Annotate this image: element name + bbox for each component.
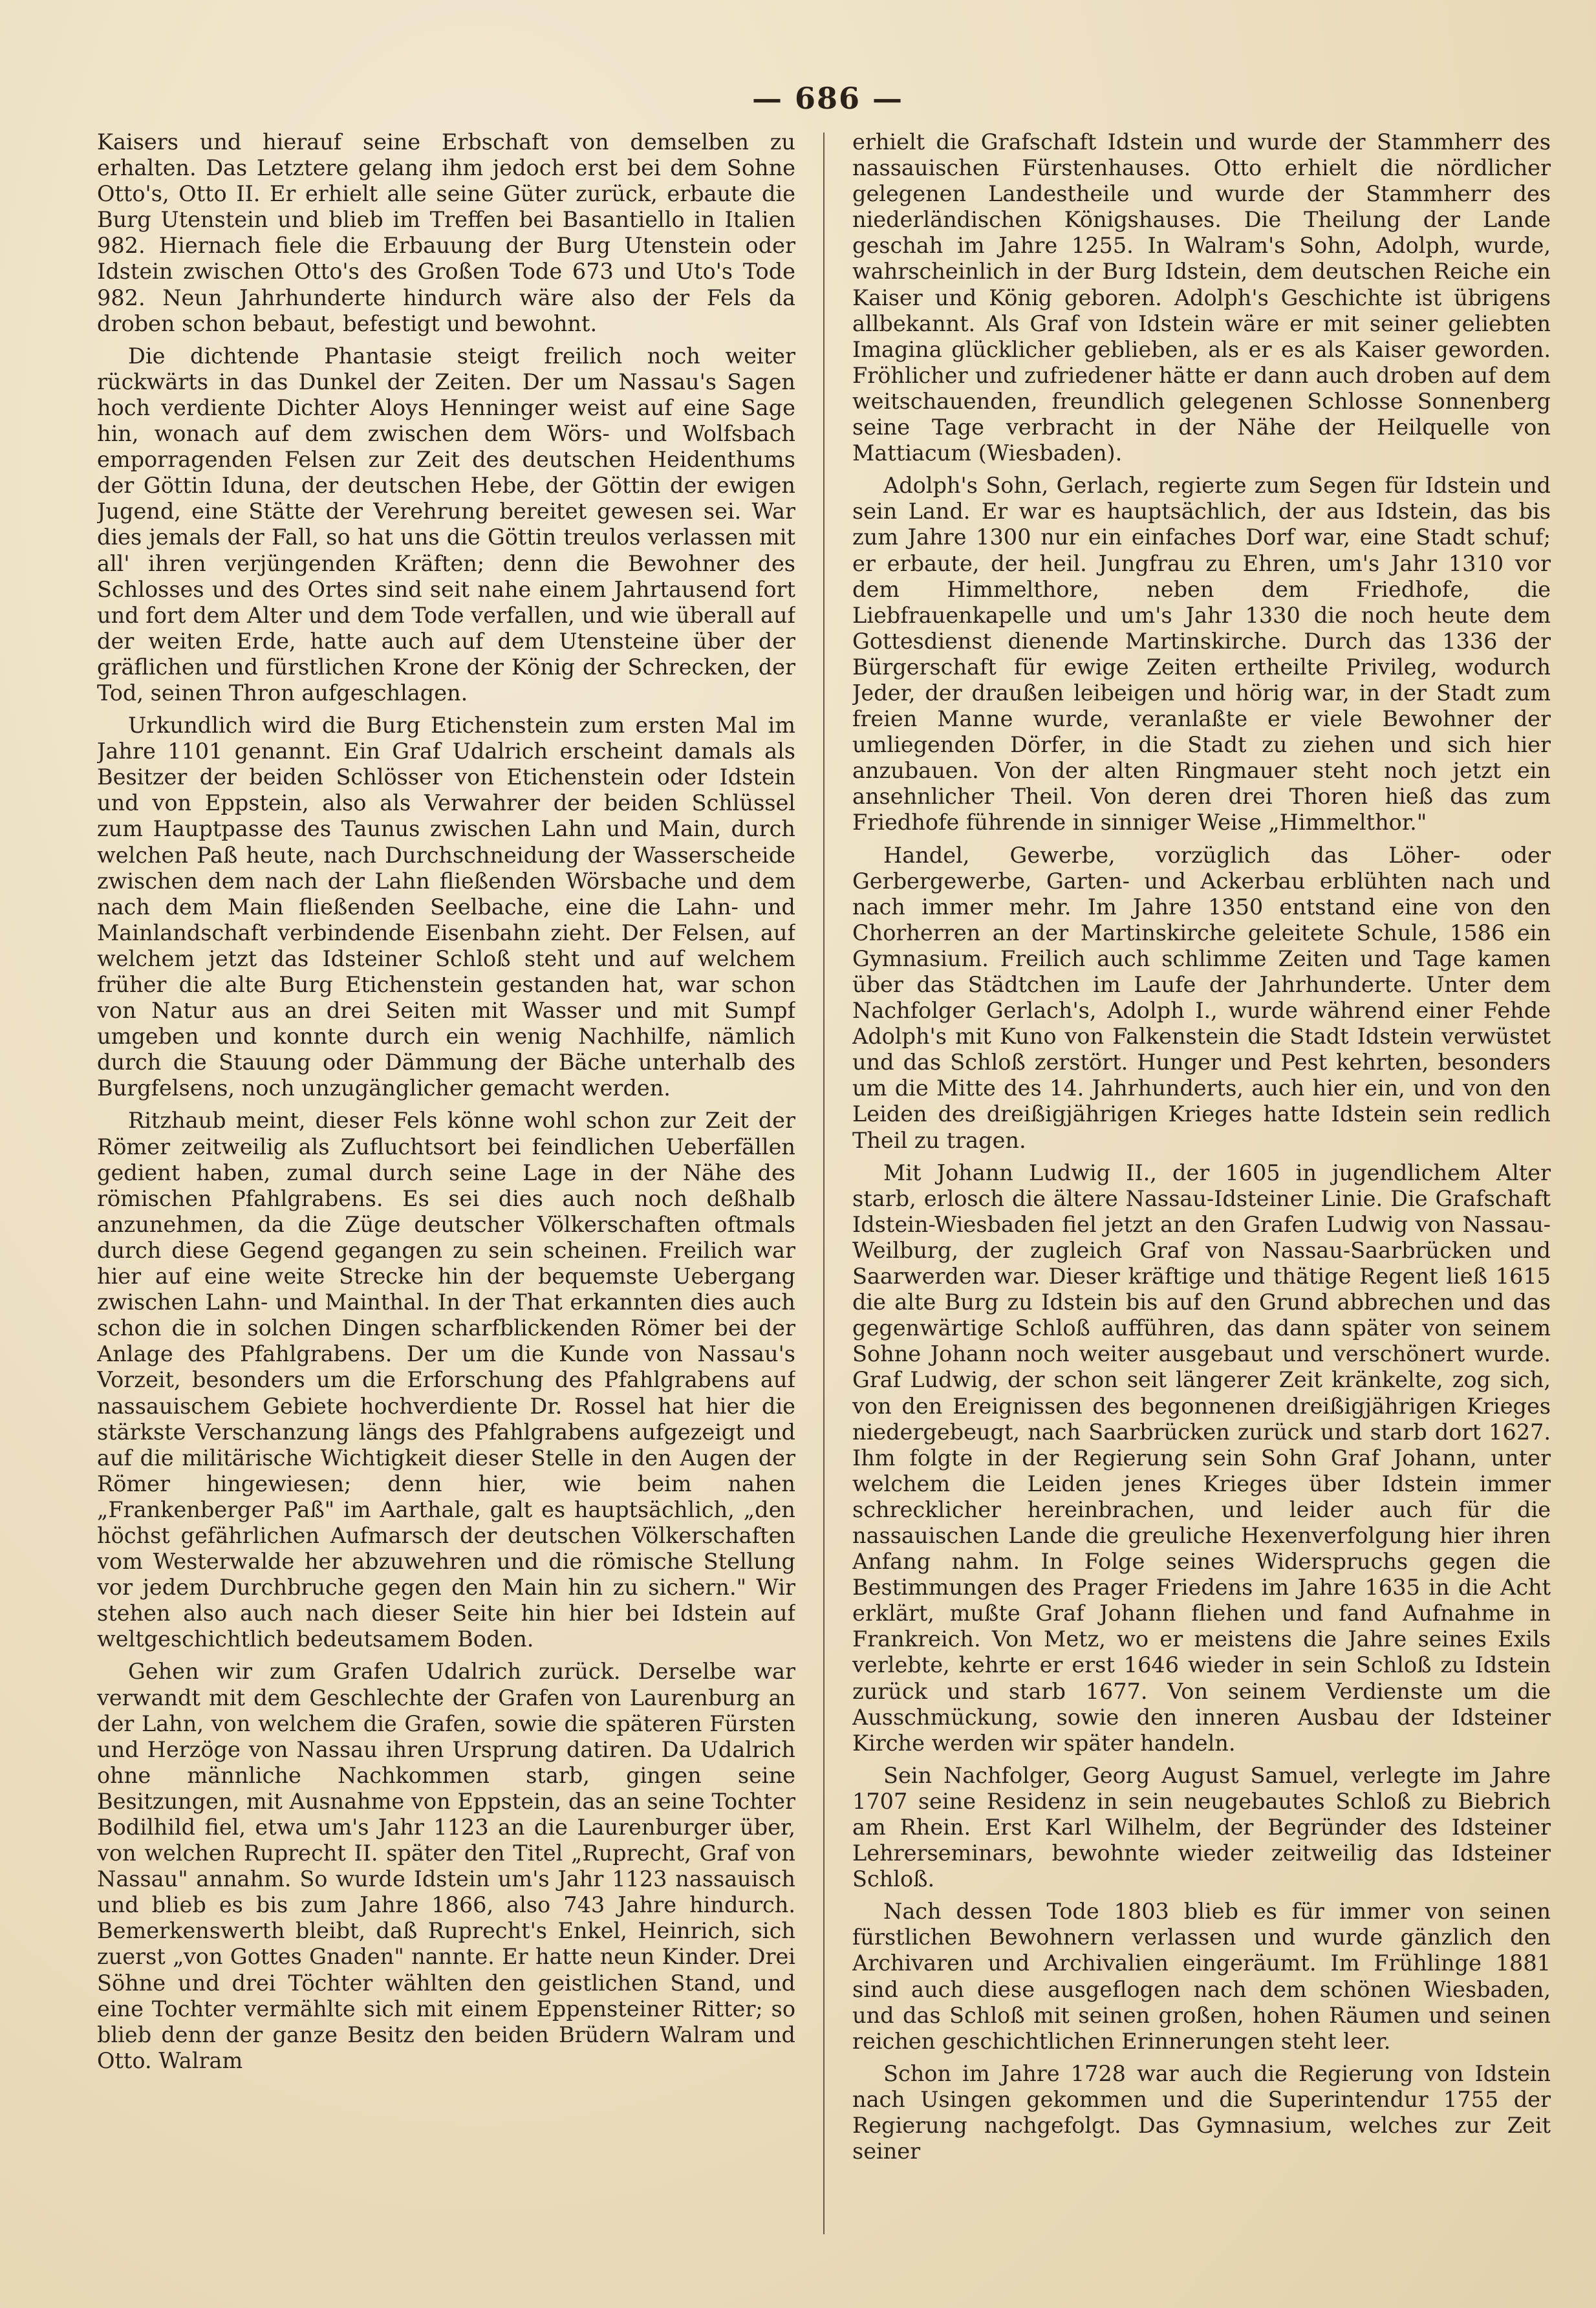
column-divider	[823, 133, 825, 2234]
right-column	[852, 129, 1551, 2244]
paragraph: Ritzhaub meint, dieser Fels könne wohl schon zur Zeit der Römer zeitweilig als Zufluchtsort bei feindlichen Ueberfällen gedient haben, zumal durch seine Lage in der Nähe des römischen Pfahlgrabens. Es sei dies auch noch deßhalb anzunehmen, da die Züge deutscher Völkerschaften oftmals durch diese Gegend gegangen zu sein scheinen. Freilich war hier auf eine weite Strecke hin der bequemste Uebergang zwischen Lahn- und Mainthal. In der That erkannten dies auch schon die in solchen Dingen scharfblickenden Römer bei der Anlage des Pfahlgrabens. Der um die Kunde von Nassau's Vorzeit, besonders um die Erforschung des Pfahlgrabens auf nassauischem Gebiete hochverdiente Dr. Rossel hat hier die stärkste Verschanzung längs des Pfahlgrabens aufgezeigt und auf die militärische Wichtigkeit dieser Stelle in den Augen der Römer hingewiesen; denn hier, wie beim nahen „Frankenberger Paß" im Aarthale, galt es hauptsächlich, „den höchst gefährlichen Aufmarsch der deutschen Völkerschaften vom Westerwalde her abzuwehren und die römische Stellung vor jedem Durchbruche gegen den Main hin zu sichern." Wir stehen also auch nach dieser Seite hin hier bei Idstein auf weltgeschichtlich bedeutsamem Boden.	[97, 1108, 795, 1652]
newspaper-page	[97, 71, 1558, 2270]
page-number: — 686 —	[751, 81, 904, 116]
paragraph: Kaisers und hierauf seine Erbschaft von demselben zu erhalten. Das Letztere gelang ihm jedoch erst bei dem Sohne Otto's, Otto II. Er erhielt alle seine Güter zurück, erbaute die Burg Utenstein und blieb im Treffen bei Basantiello in Italien 982. Hiernach fiele die Erbauung der Burg Utenstein oder Idstein zwischen Otto's des Großen Tode 673 und Uto's Tode 982. Neun Jahrhunderte hindurch wäre also der Fels da droben schon bebaut, befestigt und bewohnt.	[97, 129, 795, 336]
paragraph: Urkundlich wird die Burg Etichenstein zum ersten Mal im Jahre 1101 genannt. Ein Graf Udalrich erscheint damals als Besitzer der beiden Schlösser von Etichenstein oder Idstein und von Eppstein, also als Verwahrer der beiden Schlüssel zum Hauptpasse des Taunus zwischen Lahn und Main, durch welchen Paß heute, nach Durchschneidung der Wasserscheide zwischen dem nach der Lahn fließenden Wörsbache und dem nach dem Main fließenden Seelbache, eine die Lahn- und Mainlandschaft verbindende Eisenbahn zieht. Der Felsen, auf welchem jetzt das Idsteiner Schloß steht und auf welchem früher die alte Burg Etichenstein gestanden hat, war schon von Natur aus an drei Seiten mit Wasser und mit Sumpf umgeben und konnte durch ein wenig Nachhilfe, nämlich durch die Stauung oder Dämmung der Bäche unterhalb des Burgfelsens, noch unzugänglicher gemacht werden.	[97, 713, 795, 1101]
paragraph: Gehen wir zum Grafen Udalrich zurück. Derselbe war verwandt mit dem Geschlechte der Grafen von Laurenburg an der Lahn, von welchem die Grafen, sowie die späteren Fürsten und Herzöge von Nassau ihren Ursprung datiren. Da Udalrich ohne männliche Nachkommen starb, gingen seine Besitzungen, mit Ausnahme von Eppstein, das an seine Tochter Bodilhild fiel, etwa um's Jahr 1123 an die Laurenburger über, von welchen Ruprecht II. später den Titel „Ruprecht, Graf von Nassau" annahm. So wurde Idstein um's Jahr 1123 nassauisch und blieb es bis zum Jahre 1866, also 743 Jahre hindurch. Bemerkenswerth bleibt, daß Ruprecht's Enkel, Heinrich, sich zuerst „von Gottes Gnaden" nannte. Er hatte neun Kinder. Drei Söhne und drei Töchter wählten den geistlichen Stand, und eine Tochter vermählte sich mit einem Eppensteiner Ritter; so blieb denn der ganze Besitz den beiden Brüdern Walram und Otto. Walram	[97, 1659, 795, 2073]
left-column	[97, 129, 795, 2244]
paragraph: Handel, Gewerbe, vorzüglich das Löher- oder Gerbergewerbe, Garten- und Ackerbau erblühten nach und nach immer mehr. Im Jahre 1350 entstand eine von den Chorherren an der Martinskirche geleitete Schule, 1586 ein Gymnasium. Freilich auch schlimme Zeiten und Tage kamen über das Städtchen im Laufe der Jahrhunderte. Unter dem Nachfolger Gerlach's, Adolph I., wurde während einer Fehde Adolph's mit Kuno von Falkenstein die Stadt Idstein verwüstet und das Schloß zerstört. Hunger und Pest kehrten, besonders um die Mitte des 14. Jahrhunderts, auch hier ein, und von den Leiden des dreißigjährigen Krieges hatte Idstein sein redlich Theil zu tragen.	[852, 842, 1551, 1153]
paragraph: Mit Johann Ludwig II., der 1605 in jugendlichem Alter starb, erlosch die ältere Nassau-Idsteiner Linie. Die Grafschaft Idstein-Wiesbaden fiel jetzt an den Grafen Ludwig von Nassau-Weilburg, der zugleich Graf von Nassau-Saarbrücken und Saarwerden war. Dieser kräftige und thätige Regent ließ 1615 die alte Burg zu Idstein bis auf den Grund abbrechen und das gegenwärtige Schloß aufführen, das dann später von seinem Sohne Johann noch weiter ausgebaut und verschönert wurde. Graf Ludwig, der schon seit längerer Zeit kränkelte, zog sich, von den Ereignissen des begonnenen dreißigjährigen Krieges niedergebeugt, nach Saarbrücken zurück und starb dort 1627. Ihm folgte in der Regierung sein Sohn Graf Johann, unter welchem die Leiden jenes Krieges über Idstein immer schrecklicher hereinbrachen, und leider auch für die nassauischen Lande die greuliche Hexenverfolgung hier ihren Anfang nahm. In Folge seines Widerspruchs gegen die Bestimmungen des Prager Friedens im Jahre 1635 in die Acht erklärt, mußte Graf Johann fliehen und fand Aufnahme in Frankreich. Von Metz, wo er meistens die Jahre seines Exils verlebte, kehrte er erst 1646 wieder in sein Schloß zu Idstein zurück und starb 1677. Von seinem Verdienste um die Ausschmückung, sowie den inneren Ausbau der Idsteiner Kirche werden wir später handeln.	[852, 1159, 1551, 1756]
paragraph: erhielt die Grafschaft Idstein und wurde der Stammherr des nassauischen Fürstenhauses. Otto erhielt die nördlicher gelegenen Landestheile und wurde der Stammherr des niederländischen Königshauses. Die Theilung der Lande geschah im Jahre 1255. In Walram's Sohn, Adolph, wurde, wahrscheinlich in der Burg Idstein, dem deutschen Reiche ein Kaiser und König geboren. Adolph's Geschichte ist übrigens allbekannt. Als Graf von Idstein wäre er mit seiner geliebten Imagina glücklicher geblieben, als er es als Kaiser geworden. Fröhlicher und zufriedener hätte er dann auch droben auf dem weitschauenden, freundlich gelegenen Schlosse Sonnenberg seine Tage verbracht in der Nähe der Heilquelle von Mattiacum (Wiesbaden).	[852, 129, 1551, 466]
paragraph: Sein Nachfolger, Georg August Samuel, verlegte im Jahre 1707 seine Residenz in sein neugebautes Schloß zu Biebrich am Rhein. Erst Karl Wilhelm, der Begründer des Idsteiner Lehrerseminars, bewohnte wieder zeitweilig das Idsteiner Schloß.	[852, 1762, 1551, 1892]
paragraph: Nach dessen Tode 1803 blieb es für immer von seinen fürstlichen Bewohnern verlassen und wurde gänzlich den Archivaren und Archivalien eingeräumt. Im Frühlinge 1881 sind auch diese ausgeflogen nach dem schönen Wiesbaden, und das Schloß mit seinen großen, hohen Räumen und seinen reichen geschichtlichen Erinnerungen steht leer.	[852, 1899, 1551, 2054]
paragraph: Schon im Jahre 1728 war auch die Regierung von Idstein nach Usingen gekommen und die Superintendur 1755 der Regierung nachgefolgt. Das Gymnasium, welches zur Zeit seiner	[852, 2060, 1551, 2164]
paragraph: Die dichtende Phantasie steigt freilich noch weiter rückwärts in das Dunkel der Zeiten. Der um Nassau's Sagen hoch verdiente Dichter Aloys Henninger weist auf eine Sage hin, wonach auf dem zwischen dem Wörs- und Wolfsbach emporragenden Felsen zur Zeit des deutschen Heidenthums der Göttin Iduna, der deutschen Hebe, der Göttin der ewigen Jugend, eine Stätte der Verehrung bereitet gewesen sei. War dies jemals der Fall, so hat uns die Göttin treulos verlassen mit all' ihren verjüngenden Kräften; denn die Bewohner des Schlosses und des Ortes sind seit nahe einem Jahrtausend fort und fort dem Alter und dem Tode verfallen, und wie überall auf der weiten Erde, hatte auch auf dem Utensteine über der gräflichen und fürstlichen Krone der König der Schrecken, der Tod, seinen Thron aufgeschlagen.	[97, 343, 795, 706]
paragraph: Adolph's Sohn, Gerlach, regierte zum Segen für Idstein und sein Land. Er war es hauptsächlich, der aus Idstein, das bis zum Jahre 1300 nur ein einfaches Dorf war, eine Stadt schuf; er erbaute, der heil. Jungfrau zu Ehren, um's Jahr 1310 vor dem Himmelthore, neben dem Friedhofe, die Liebfrauenkapelle und um's Jahr 1330 die noch heute dem Gottesdienst dienende Martinskirche. Durch das 1336 der Bürgerschaft für ewige Zeiten ertheilte Privileg, wodurch Jeder, der draußen leibeigen und hörig war, in der Stadt zum freien Manne wurde, veranlaßte er viele Bewohner der umliegenden Dörfer, in die Stadt zu ziehen und sich hier anzubauen. Von der alten Ringmauer steht noch jetzt ein ansehnlicher Theil. Von deren drei Thoren hieß das zum Friedhofe führende in sinniger Weise „Himmelthor."	[852, 473, 1551, 836]
